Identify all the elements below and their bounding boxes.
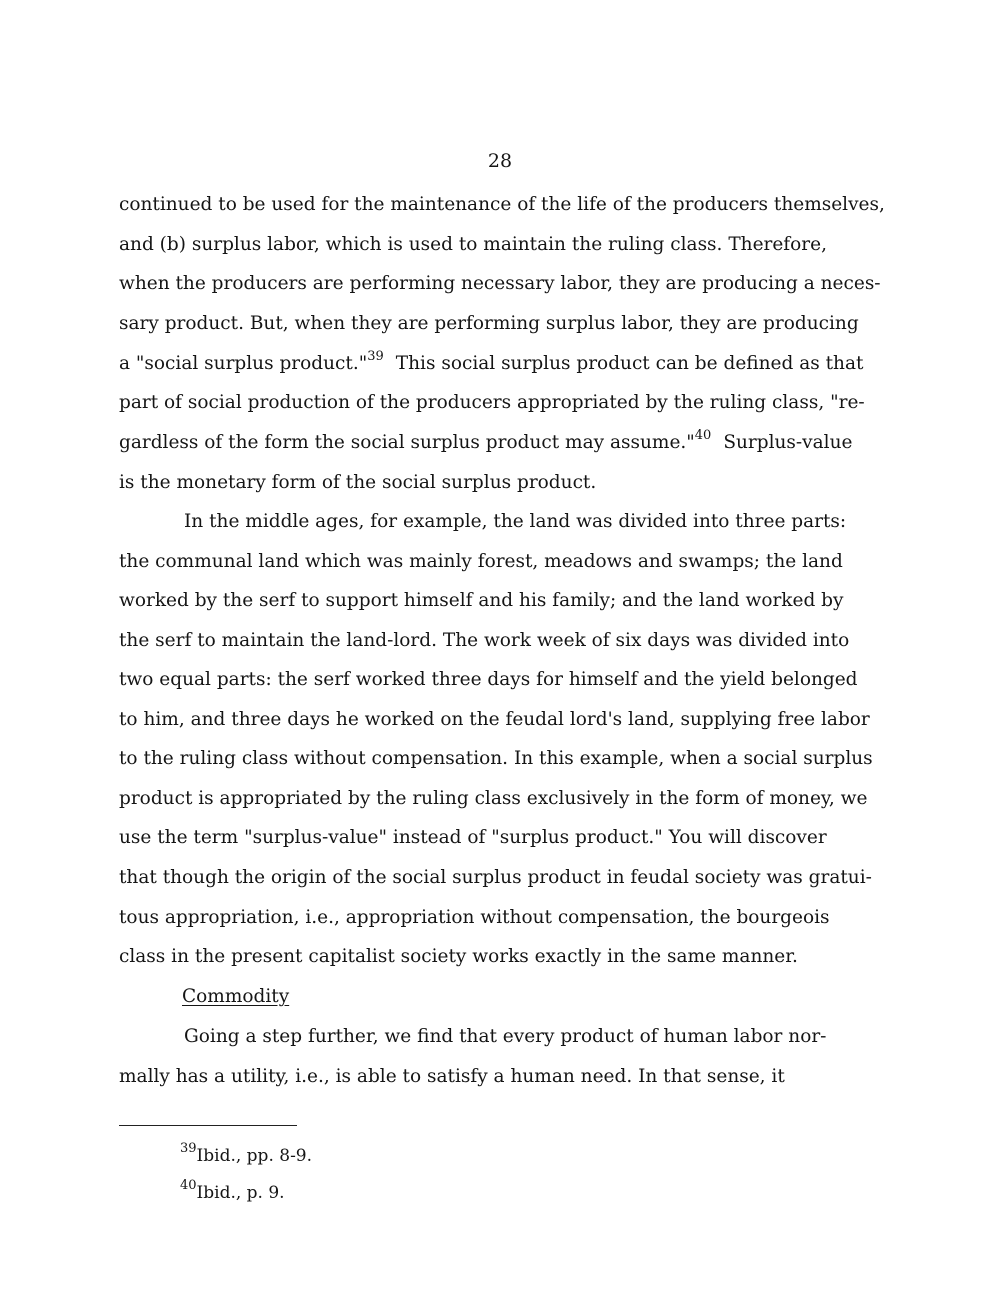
text-segment: a "social surplus product." [119, 353, 368, 374]
text-line: to the ruling class without compensation. In this example, when a social surplus [119, 748, 873, 769]
text-line: In the middle ages, for example, the land was divided into three parts: [184, 511, 847, 532]
text-line: part of social production of the producers appropriated by the ruling class, "re- [119, 392, 865, 413]
text-line: to him, and three days he worked on the feudal lord's land, supplying free labor [119, 709, 870, 730]
text-line: class in the present capitalist society works exactly in the same manner. [119, 946, 798, 967]
text-line: the serf to maintain the land-lord. The work week of six days was divided into [119, 630, 850, 651]
text-line: worked by the serf to support himself and his family; and the land worked by [119, 590, 844, 611]
footnote [180, 1141, 313, 1168]
page-number: 28 [487, 150, 513, 172]
text-segment: This social surplus product can be defined as that [395, 353, 864, 374]
text-line: tous appropriation, i.e., appropriation without compensation, the bourgeois [119, 907, 830, 928]
text-segment: Surplus-value [723, 432, 853, 453]
footnote-text: Ibid., pp. 8-9. [196, 1146, 313, 1166]
text-segment: gardless of the form the social surplus product may assume." [119, 432, 695, 453]
text-line: sary product. But, when they are performing surplus labor, they are producing [119, 313, 859, 334]
footnote [180, 1178, 285, 1205]
section-heading: Commodity [182, 986, 290, 1007]
text-line: the communal land which was mainly forest, meadows and swamps; the land [119, 551, 843, 572]
text-line: mally has a utility, i.e., is able to satisfy a human need. In that sense, it [119, 1066, 785, 1087]
text-line: two equal parts: the serf worked three days for himself and the yield belonged [119, 669, 858, 690]
footnote-reference: 40 [694, 428, 712, 443]
footnote-divider [119, 1125, 297, 1126]
text-line: continued to be used for the maintenance of the life of the producers themselves, [119, 194, 885, 215]
footnote-reference: 39 [367, 349, 384, 364]
text-line: that though the origin of the social surplus product in feudal society was gratui- [119, 867, 872, 888]
text-line [119, 430, 852, 456]
footnote-text: Ibid., p. 9. [196, 1183, 285, 1203]
text-line: and (b) surplus labor, which is used to maintain the ruling class. Therefore, [119, 234, 827, 255]
text-line: is the monetary form of the social surplus product. [119, 472, 597, 493]
text-line [119, 351, 863, 377]
text-line: when the producers are performing necessary labor, they are producing a neces- [119, 273, 881, 294]
footnote-marker: 39 [180, 1141, 197, 1156]
text-line: Going a step further, we find that every product of human labor nor- [184, 1026, 827, 1047]
text-line: product is appropriated by the ruling class exclusively in the form of money, we [119, 788, 868, 809]
text-line: use the term "surplus-value" instead of "surplus product." You will discover [119, 827, 827, 848]
footnote-marker: 40 [180, 1178, 197, 1193]
